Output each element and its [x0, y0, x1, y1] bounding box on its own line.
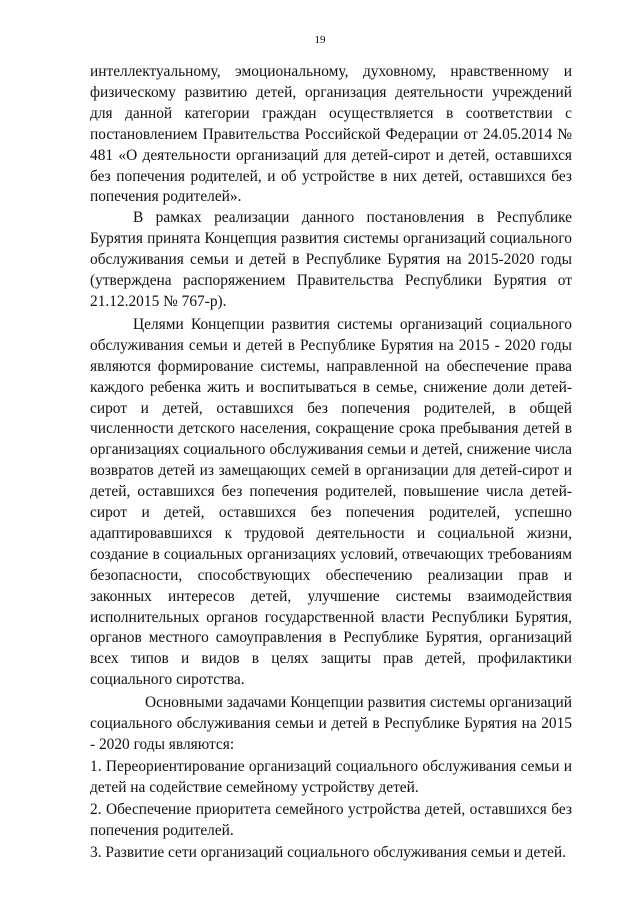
- page-number: 19: [314, 34, 326, 46]
- paragraph-2: В рамках реализации данного постановления в Республике Бурятия принята Концепция развития системы организаций социального обслуживания семьи и детей в Республике Бурятия на 2015-2020 годы (утверждена распоряжением Правительства Республики Бурятия от 21.12.2015 № 767-р).: [90, 209, 572, 310]
- paragraph-1: интеллектуальному, эмоциональному, духовному, нравственному и физическому развитию детей, организация деятельности учреждений для данной категории граждан осуществляется в соответствии с постановлением Правительства Российской Федерации от 24.05.2014 № 481 «О деятельности организаций для детей-сирот и детей, оставшихся без попечения родителей, и об устройстве в них детей, оставшихся без попечения родителей».: [90, 63, 572, 206]
- paragraph-3: Целями Концепции развития системы организаций социального обслуживания семьи и детей в Республике Бурятия на 2015 - 2020 годы являются формирование системы, направленной на обеспечение права каждого ребенка жить и воспитываться в семье, снижение доли детей-сирот и детей, оставшихся без попечения родителей, в общей численности детского населения, сокращение срока пребывания детей в организациях социального обслуживания семьи и детей, снижение числа возвратов детей из замещающих семей в организации для детей-сирот и детей, оставшихся без попечения родителей, повышение числа детей-сирот и детей, оставшихся без попечения родителей, успешно адаптировавшихся к трудовой деятельности и социальной жизни, создание в социальных организациях условий, отвечающих требованиям безопасности, способствующих обеспечению реализации прав и законных интересов детей, улучшение системы взаимодействия исполнительных органов государственной власти Республики Бурятия, органов местного самоуправления в Республике Бурятия, организаций всех типов и видов в целях защиты прав детей, профилактики социального сиротства.: [90, 315, 572, 689]
- list-item-1: 1. Переориентирование организаций социального обслуживания семьи и детей на содействие семейному устройству детей.: [90, 757, 572, 796]
- list-item-2: 2. Обеспечение приоритета семейного устройства детей, оставшихся без попечения родителей.: [90, 800, 572, 839]
- document-body: [90, 62, 572, 863]
- paragraph-4: Основными задачами Концепции развития системы организаций социального обслуживания семьи и детей в Республике Бурятия на 2015 - 2020 годы являются:: [90, 694, 572, 753]
- list-item-3: 3. Развитие сети организаций социального обслуживания семьи и детей.: [90, 843, 566, 861]
